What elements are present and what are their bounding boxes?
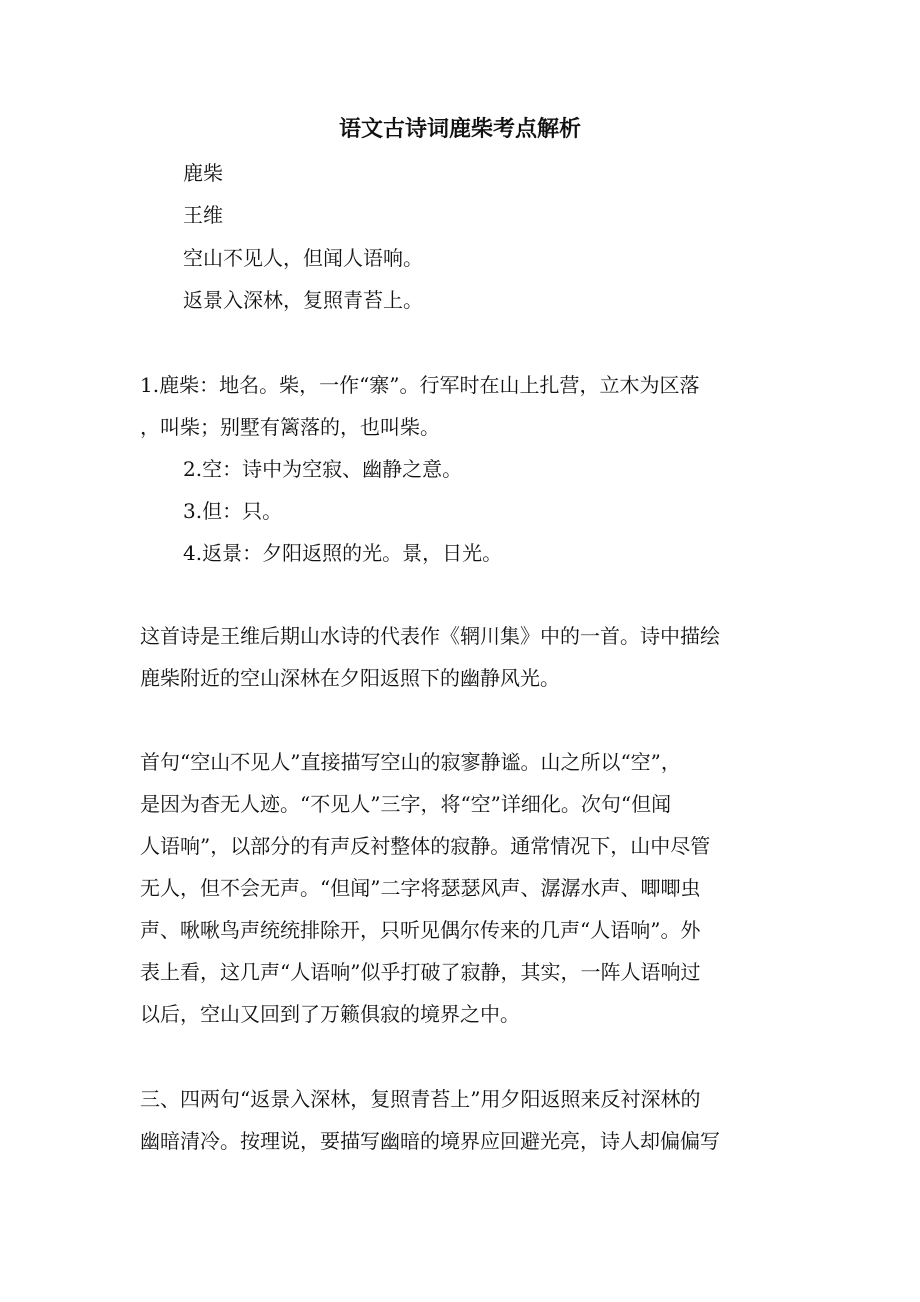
note-1-line-1: 1.鹿柴：地名。柴，一作“寨”。行军时在山上扎营，立木为区落 xyxy=(140,373,700,397)
note-4: 4.返景：夕阳返照的光。景，日光。 xyxy=(183,541,503,565)
note-1-line-2: ，叫柴；别墅有篱落的，也叫柴。 xyxy=(140,415,440,439)
paragraph-2-line-1: 首句“空山不见人”直接描写空山的寂寥静谧。山之所以“空”， xyxy=(140,750,681,774)
paragraph-1-line-1: 这首诗是王维后期山水诗的代表作《辋川集》中的一首。诗中描绘 xyxy=(140,624,720,648)
paragraph-1-line-2: 鹿柴附近的空山深林在夕阳返照下的幽静风光。 xyxy=(140,666,560,690)
paragraph-2-line-3: 人语响”，以部分的有声反衬整体的寂静。通常情况下，山中尽管 xyxy=(140,834,711,858)
note-3: 3.但：只。 xyxy=(183,499,283,523)
poem-author: 王维 xyxy=(183,203,223,227)
paragraph-3-line-1: 三、四两句“返景入深林，复照青苔上”用夕阳返照来反衬深林的 xyxy=(140,1087,701,1111)
paragraph-2-line-5: 声、啾啾鸟声统统排除开，只听见偶尔传来的几声“人语响”。外 xyxy=(140,918,701,942)
document-title: 语文古诗词鹿柴考点解析 xyxy=(338,116,581,142)
poem-line-1: 空山不见人，但闻人语响。 xyxy=(183,246,423,270)
paragraph-2-line-2: 是因为杳无人迹。“不见人”三字，将“空”详细化。次句“但闻 xyxy=(140,792,672,816)
poem-title: 鹿柴 xyxy=(183,161,223,185)
paragraph-2-line-7: 以后，空山又回到了万籁俱寂的境界之中。 xyxy=(140,1002,520,1026)
note-2: 2.空：诗中为空寂、幽静之意。 xyxy=(183,457,463,481)
paragraph-3-line-2: 幽暗清冷。按理说，要描写幽暗的境界应回避光亮，诗人却偏偏写 xyxy=(140,1129,720,1153)
paragraph-2-line-4: 无人，但不会无声。“但闻”二字将瑟瑟风声、潺潺水声、唧唧虫 xyxy=(140,876,701,900)
paragraph-2-line-6: 表上看，这几声“人语响”似乎打破了寂静，其实，一阵人语响过 xyxy=(140,960,701,984)
poem-line-2: 返景入深林，复照青苔上。 xyxy=(183,288,423,312)
